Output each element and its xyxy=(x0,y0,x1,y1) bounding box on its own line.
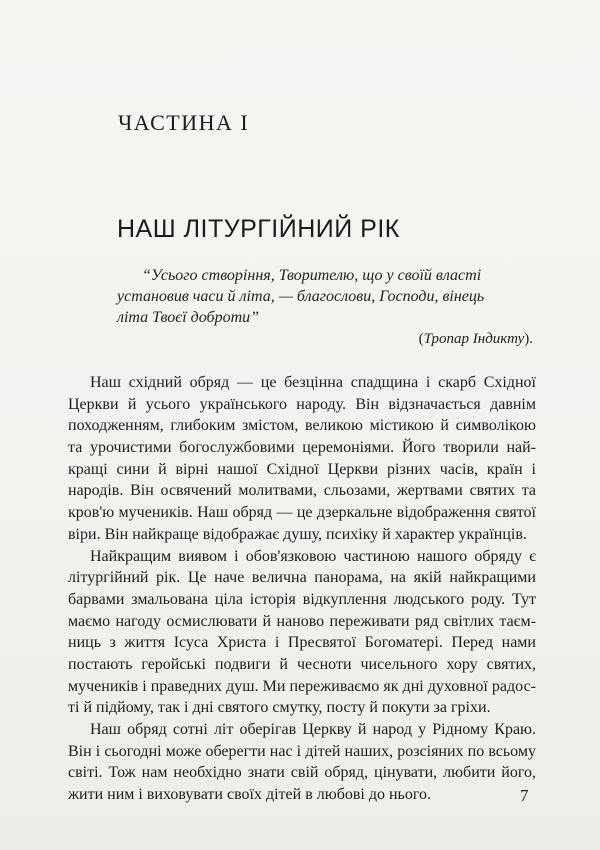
page-number: 7 xyxy=(520,786,529,805)
epigraph xyxy=(117,265,533,328)
text-line: світі. Тож нам необхідно знати свій обряд, цінувати, любити його, xyxy=(68,764,536,782)
text-line: та урочистими богослужбовими церемоніями. Його творили най- xyxy=(68,439,536,457)
part-heading: ЧАСТИНА І xyxy=(118,110,250,135)
epigraph-source xyxy=(419,331,533,348)
body-text xyxy=(68,372,536,806)
text-line: постають геройські подвиги й чесноти чисельного хору святих, xyxy=(68,655,536,673)
text-line: ниць з життя Ісуса Христа і Пресвятої Богоматері. Перед нами xyxy=(68,634,536,652)
epigraph-source-title: Тропар Індикту xyxy=(423,331,525,347)
epigraph-source-close: ). xyxy=(524,331,533,347)
text-line: жити ним і виховувати своїх дітей в любові до нього. xyxy=(68,786,431,804)
paragraph xyxy=(68,546,536,720)
epigraph-line: “Усього створіння, Творителю, що у своїй власті xyxy=(142,267,482,284)
epigraph-line: літа Твоєї доброти” xyxy=(117,309,260,326)
text-line: барвами змальована ціла історія відкуплення людського роду. Тут xyxy=(68,590,536,608)
text-line: Найкращим виявом і обов'язковою частиною нашого обряду є xyxy=(90,547,536,565)
epigraph-source-open: ( xyxy=(418,331,424,347)
paragraph xyxy=(68,719,536,806)
chapter-title: НАШ ЛІТУРГІЙНИЙ РІК xyxy=(117,215,400,243)
text-line: віри. Він найкраще відображає душу, психіку й характер українців. xyxy=(68,525,527,543)
text-line: літургійний рік. Це наче велична панорама, на якій найкращими xyxy=(68,569,536,587)
text-line: Церкви й усього українського народу. Він відзначається давнім xyxy=(68,395,536,413)
paragraph xyxy=(68,372,536,546)
epigraph-line: установив часи й літа, — благослови, Господи, вінець xyxy=(117,288,485,305)
text-line: Наш східний обряд — це безцінна спадщина і скарб Східної xyxy=(90,374,536,391)
text-line: ті й підйому, так і дні святого смутку, посту й покути за гріхи. xyxy=(68,699,491,717)
text-line: маємо нагоду осмислювати й наново переживати ряд світлих таєм- xyxy=(68,612,536,630)
text-line: Він і сьогодні може оберегти нас і дітей наших, розсіяних по всьому xyxy=(68,742,536,760)
text-line: кращі сини й вірні нашої Східної Церкви різних часів, країн і xyxy=(68,460,536,478)
text-line: Наш обряд сотні літ оберігав Церкву й народ у Рідному Краю. xyxy=(90,721,536,738)
text-line: мучеників і праведних душ. Ми переживаємо як дні духовної радос- xyxy=(68,677,536,695)
text-line: народів. Він освячений молитвами, сльозами, жертвами святих та xyxy=(68,482,536,500)
text-line: походженням, глибоким змістом, великою містикою й символікою xyxy=(68,417,536,435)
text-line: кров'ю мучеників. Наш обряд — це дзеркальне відображення святої xyxy=(68,504,536,522)
